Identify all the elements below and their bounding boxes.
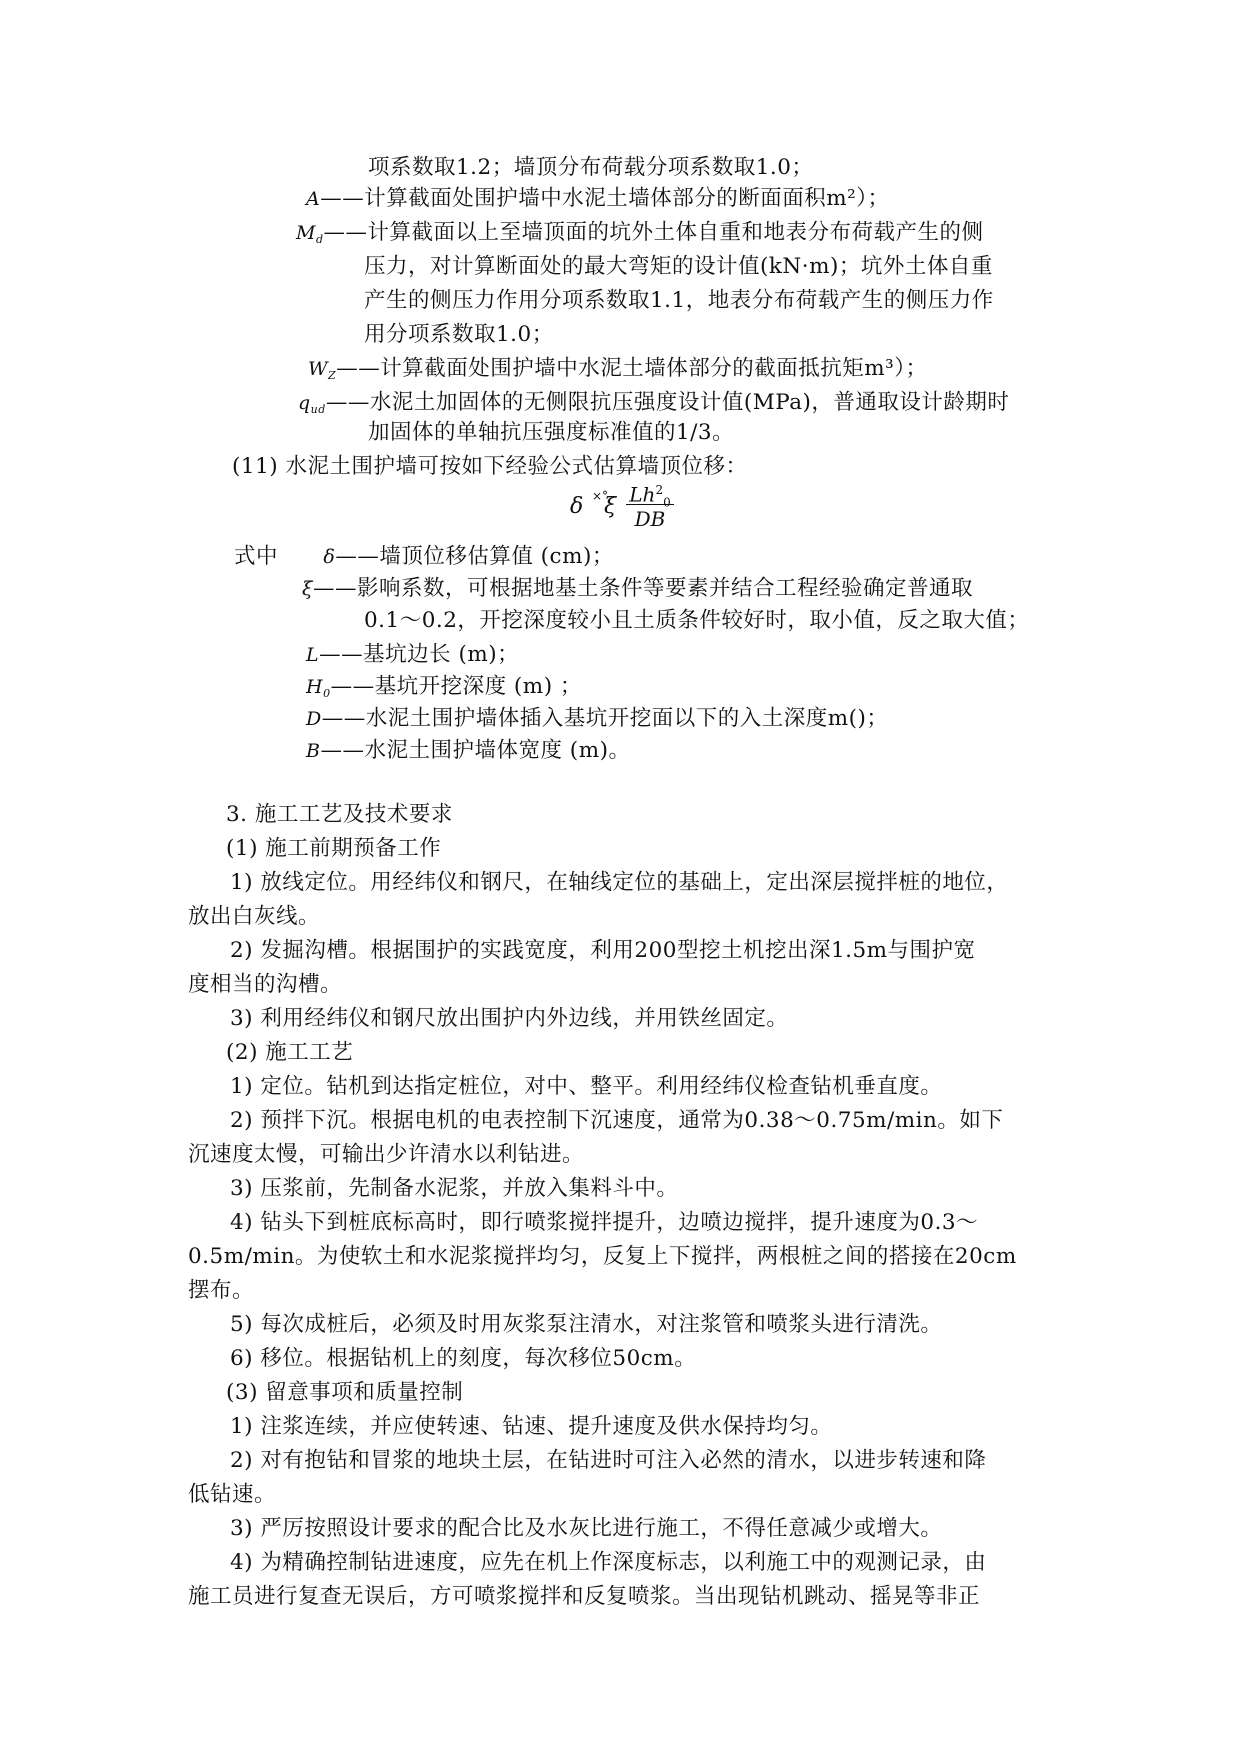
paragraph-line: 施工员进行复查无误后，方可喷浆搅拌和反复喷浆。当出现钻机跳动、摇晃等非正: [188, 1584, 981, 1609]
text-line: 产生的侧压力作用分项系数取1.1，地表分布荷载产生的侧压力作: [364, 288, 994, 313]
formula-delta: δ: [570, 494, 584, 519]
paragraph-line: 摆布。: [188, 1278, 255, 1303]
paragraph-line: 放出白灰线。: [188, 904, 321, 929]
symbol: A: [306, 188, 321, 210]
definition-line: [306, 704, 888, 734]
paragraph-line: 3) 严厉按照设计要求的配合比及水灰比进行施工，不得任意减少或增大。: [230, 1516, 943, 1541]
paragraph-line: 2) 发掘沟槽。根据围护的实践宽度，利用200型挖土机挖出深1.5m与围护宽: [230, 938, 976, 963]
text-line: 项系数取1.2；墙顶分布荷载分项系数取1.0；: [368, 155, 814, 180]
text-line: 用分项系数取1.0；: [364, 322, 554, 347]
definition-line: [234, 542, 614, 572]
definition-text: ——计算截面处围护墙中水泥土墙体部分的截面抵抗矩m³）；: [336, 356, 928, 381]
symbol: W: [308, 358, 329, 380]
paragraph-line: 1) 放线定位。用经纬仪和钢尺，在轴线定位的基础上，定出深层搅拌桩的地位，: [230, 870, 1009, 895]
symbol: H: [306, 676, 324, 698]
text-line: 0.1～0.2，开挖深度较小且土质条件较好时，取小值，反之取大值；: [364, 608, 1030, 633]
subsection-heading: (3) 留意事项和质量控制: [226, 1380, 464, 1405]
symbol: q: [298, 392, 311, 414]
paragraph-line: 低钻速。: [188, 1482, 277, 1507]
paragraph-line: 4) 为精确控制钻进速度，应先在机上作深度标志，以利施工中的观测记录，由: [230, 1550, 987, 1575]
paragraph-line: 4) 钻头下到桩底标高时，即行喷浆搅拌提升，边喷边搅拌，提升速度为0.3～: [230, 1210, 979, 1235]
definition-line: [306, 184, 890, 214]
symbol-subscript: d: [315, 233, 324, 246]
definition-text: ——基坑开挖深度 (m) ；: [330, 674, 582, 699]
definition-line: [296, 218, 984, 255]
section-heading: 3. 施工工艺及技术要求: [226, 802, 453, 827]
paragraph-line: 5) 每次成桩后，必须及时用灰浆泵注清水，对注浆管和喷浆头进行清洗。: [230, 1312, 943, 1337]
symbol-subscript: ud: [310, 403, 326, 416]
definition-text: ——基坑边长 (m)；: [319, 642, 520, 667]
definition-text: ——计算截面处围护墙中水泥土墙体部分的断面面积m²）；: [320, 186, 890, 211]
paragraph-line: 3) 压浆前，先制备水泥浆，并放入集料斗中。: [230, 1176, 679, 1201]
paragraph-line: 2) 对有抱钻和冒浆的地块土层，在钻进时可注入必然的清水，以进步转速和降: [230, 1448, 987, 1473]
symbol-subscript: Z: [328, 369, 337, 382]
text-line: 加固体的单轴抗压强度标准值的1/3。: [368, 420, 735, 445]
paragraph-line: 3) 利用经纬仪和钢尺放出围护内外边线，并用铁丝固定。: [230, 1006, 789, 1031]
subsection-heading: (1) 施工前期预备工作: [226, 836, 442, 861]
definition-line: [302, 574, 973, 604]
symbol: D: [306, 708, 322, 730]
text-line: 压力，对计算断面处的最大弯矩的设计值(kN·m)；坑外土体自重: [364, 254, 993, 279]
formula-xi: ξ: [604, 494, 617, 519]
definition-text: ——墙顶位移估算值 (cm)；: [335, 544, 614, 569]
formula-approx-sign: ×°: [592, 489, 609, 503]
symbol-subscript: 0: [323, 687, 331, 700]
paragraph-line: 0.5m/min。为使软土和水泥浆搅拌均匀，反复上下搅拌，两根桩之间的搭接在20cm: [188, 1244, 1017, 1269]
paragraph-line: 沉速度太慢，可输出少许清水以利钻进。: [188, 1142, 585, 1167]
symbol: B: [306, 740, 321, 762]
formula-numerator: $Lh^2_0$: [629, 482, 671, 510]
definition-text: ——水泥土围护墙体宽度 (m)。: [320, 738, 631, 763]
subsection-heading: (2) 施工工艺: [226, 1040, 354, 1065]
definition-text: ——水泥土围护墙体插入基坑开挖面以下的入土深度m()；: [321, 706, 889, 731]
label-shizhong: 式中: [234, 544, 279, 569]
paragraph-line: 1) 定位。钻机到达指定桩位，对中、整平。利用经纬仪检查钻机垂直度。: [230, 1074, 943, 1099]
symbol: ξ: [302, 578, 313, 600]
symbol: δ: [323, 546, 336, 568]
symbol: L: [306, 644, 320, 666]
text-line: (11) 水泥土围护墙可按如下经验公式估算墙顶位移：: [232, 454, 748, 479]
paragraph-line: 度相当的沟槽。: [188, 972, 343, 997]
definition-text: ——影响系数，可根据地基土条件等要素并结合工程经验确定普通取: [312, 576, 973, 601]
paragraph-line: 2) 预拌下沉。根据电机的电表控制下沉速度，通常为0.38～0.75m/min。如下: [230, 1108, 1004, 1133]
definition-line: [306, 736, 630, 766]
definition-line: [308, 354, 927, 391]
paragraph-line: 6) 移位。根据钻机上的刻度，每次移位50cm。: [230, 1346, 697, 1371]
symbol: M: [296, 222, 316, 244]
definition-line: [306, 640, 519, 670]
formula-fraction: [624, 476, 676, 533]
definition-text: ——计算截面以上至墙顶面的坑外土体自重和地表分布荷载产生的侧: [323, 220, 984, 245]
displacement-formula: [568, 476, 688, 538]
definition-text: ——水泥土加固体的无侧限抗压强度设计值(MPa)，普通取设计龄期时: [325, 390, 1010, 415]
paragraph-line: 1) 注浆连续，并应使转速、钻速、提升速度及供水保持均匀。: [230, 1414, 833, 1439]
formula-denominator: DB: [634, 507, 666, 531]
